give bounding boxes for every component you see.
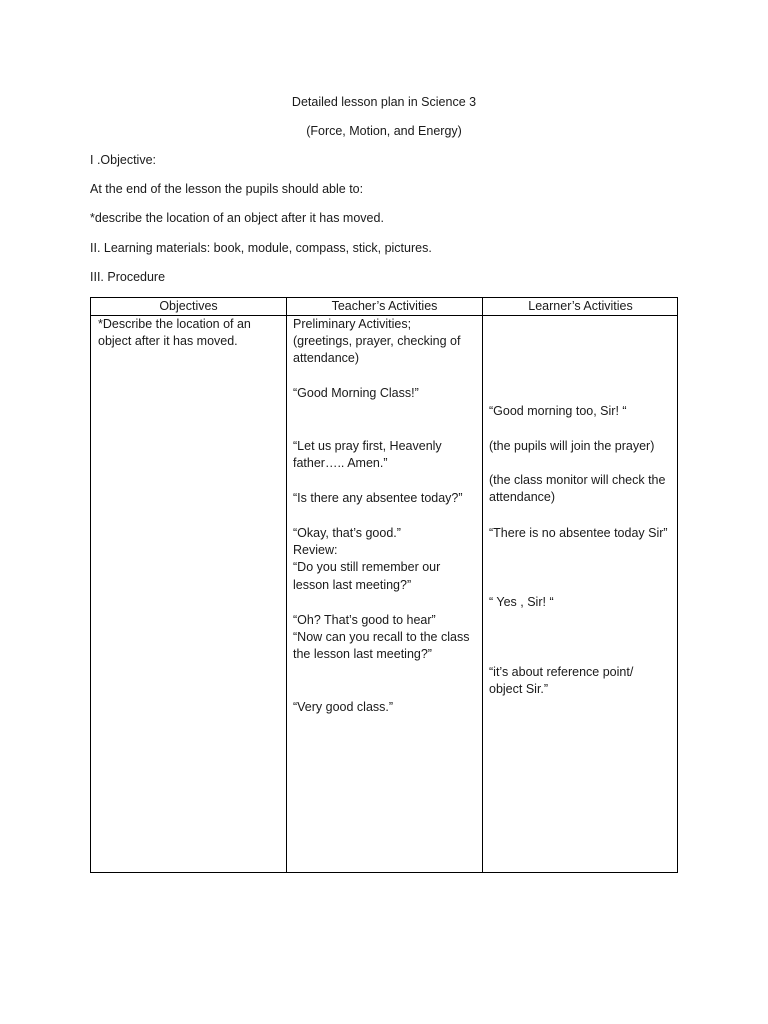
column-divider bbox=[286, 298, 287, 872]
header-objectives: Objectives bbox=[159, 299, 218, 313]
learning-materials: II. Learning materials: book, module, compass, stick, pictures. bbox=[90, 241, 432, 255]
teacher-review: “Okay, that’s good.” Review: “Do you still remember our lesson last meeting?” bbox=[293, 526, 441, 592]
learner-no-absentee: “There is no absentee today Sir” bbox=[489, 526, 668, 540]
teacher-absentee-question: “Is there any absentee today?” bbox=[293, 491, 463, 505]
learner-prayer: (the pupils will join the prayer) bbox=[489, 439, 655, 453]
teacher-greeting: “Good Morning Class!” bbox=[293, 386, 419, 400]
teacher-prayer: “Let us pray first, Heavenly father….. Amen.” bbox=[293, 439, 442, 471]
teacher-recall: “Oh? That’s good to hear” “Now can you recall to the class the lesson last meeting?” bbox=[293, 613, 470, 662]
document-subtitle: (Force, Motion, and Energy) bbox=[306, 124, 462, 138]
procedure-table bbox=[90, 297, 678, 873]
learner-greeting: “Good morning too, Sir! “ bbox=[489, 404, 627, 418]
procedure-heading: III. Procedure bbox=[90, 270, 166, 284]
header-learner-activities: Learner’s Activities bbox=[528, 299, 633, 313]
objective-intro: At the end of the lesson the pupils should able to: bbox=[90, 182, 364, 196]
learner-attendance: (the class monitor will check the attendance) bbox=[489, 473, 666, 505]
document-title: Detailed lesson plan in Science 3 bbox=[291, 95, 477, 109]
objective-item: *describe the location of an object after it has moved. bbox=[90, 211, 384, 225]
objective-heading: I .Objective: bbox=[90, 153, 156, 167]
header-teacher-activities: Teacher’s Activities bbox=[331, 299, 438, 313]
learner-reference-point: “it’s about reference point/ object Sir.” bbox=[489, 665, 634, 697]
objective-cell: *Describe the location of an object after it has moved. bbox=[98, 317, 251, 349]
teacher-praise: “Very good class.” bbox=[293, 700, 394, 714]
learner-yes-sir: “ Yes , Sir! “ bbox=[489, 595, 554, 609]
teacher-preliminary: Preliminary Activities; (greetings, prayer, checking of attendance) bbox=[293, 317, 461, 366]
column-divider bbox=[482, 298, 483, 872]
